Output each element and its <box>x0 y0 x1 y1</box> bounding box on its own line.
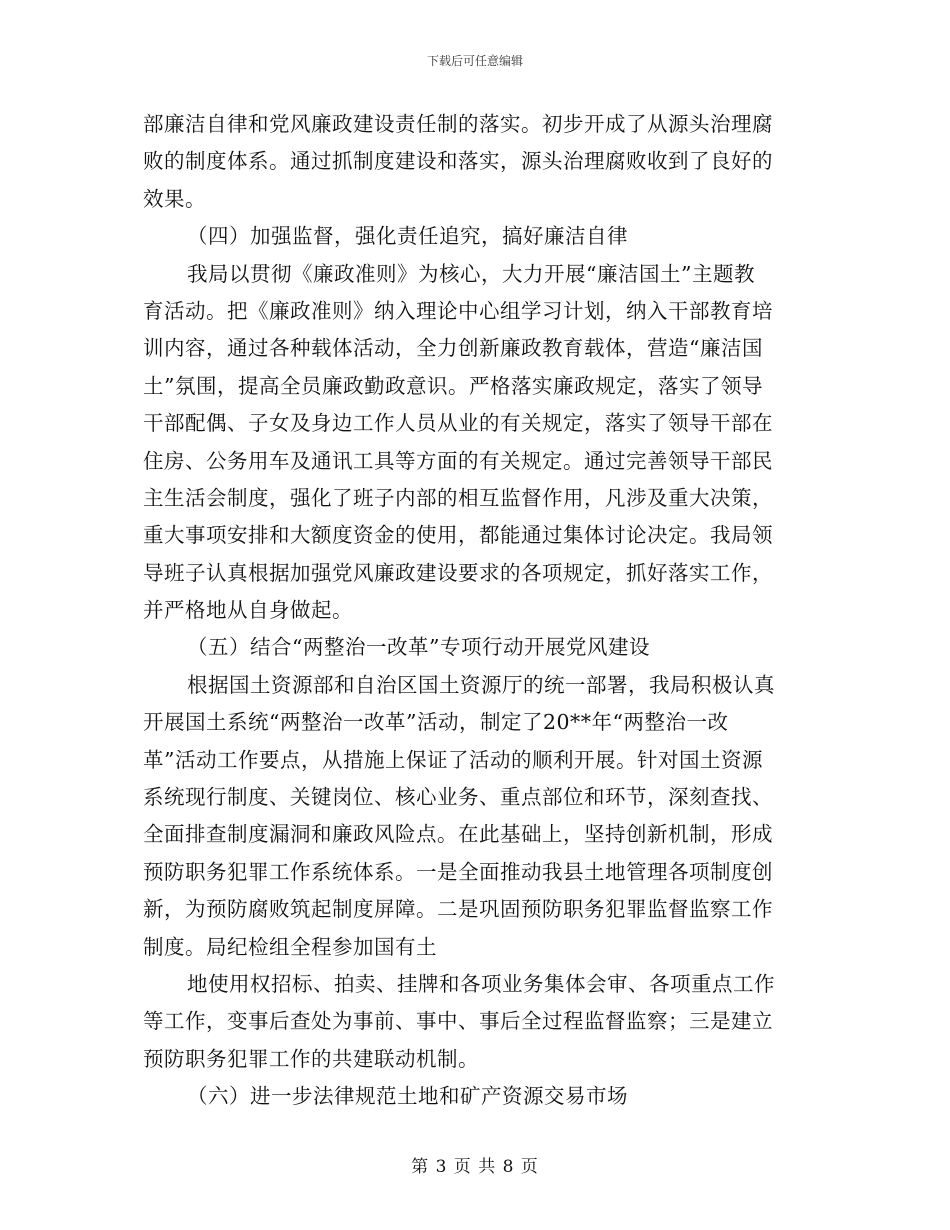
document-body <box>143 106 803 1116</box>
text-line: 全面排查制度漏洞和廉政风险点。在此基础上，坚持创新机制，形成 <box>143 822 773 847</box>
text-line: 地使用权招标、拍卖、挂牌和各项业务集体会审、各项重点工作 <box>187 971 775 996</box>
text-line: 预防职务犯罪工作系统体系。一是全面推动我县土地管理各项制度创 <box>143 859 773 884</box>
text-line: 重大事项安排和大额度资金的使用，都能通过集体讨论决定。我局领 <box>143 523 773 548</box>
text-line: 败的制度体系。通过抓制度建设和落实，源头治理腐败收到了良好的 <box>143 149 773 174</box>
text-line: 并严格地从自身做起。 <box>143 598 353 623</box>
page-header: 下载后可任意编辑 <box>426 54 523 68</box>
text-line: 开展国土系统“两整治一改革”活动，制定了20**年“两整治一改 <box>143 710 729 735</box>
text-line: 育活动。把《廉政准则》纳入理论中心组学习计划，纳入干部教育培 <box>143 298 773 323</box>
text-line: （六）进一步法律规范土地和矿产资源交易市场 <box>187 1084 628 1109</box>
text-line: 训内容，通过各种载体活动，全力创新廉政教育载体，营造“廉洁国 <box>143 336 763 361</box>
text-line: （四）加强监督，强化责任追究，搞好廉洁自律 <box>187 224 628 249</box>
text-line: 等工作，变事后查处为事前、事中、事后全过程监督监察；三是建立 <box>143 1009 773 1034</box>
page-footer: 第 3 页 共 8 页 <box>411 1157 539 1177</box>
text-line: 系统现行制度、关键岗位、核心业务、重点部位和环节，深刻查找、 <box>143 785 773 810</box>
text-line: 革”活动工作要点，从措施上保证了活动的顺利开展。针对国土资源 <box>143 747 763 772</box>
text-line: 效果。 <box>143 186 206 211</box>
text-line: 主生活会制度，强化了班子内部的相互监督作用，凡涉及重大决策， <box>143 485 773 510</box>
text-line: 预防职务犯罪工作的共建联动机制。 <box>143 1046 479 1071</box>
text-line: 部廉洁自律和党风廉政建设责任制的落实。初步开成了从源头治理腐 <box>143 112 773 136</box>
text-line: 导班子认真根据加强党风廉政建设要求的各项规定，抓好落实工作， <box>143 560 773 585</box>
text-line: 土”氛围，提高全员廉政勤政意识。严格落实廉政规定，落实了领导 <box>143 373 763 398</box>
text-line: 新，为预防腐败筑起制度屏障。二是巩固预防职务犯罪监督监察工作 <box>143 897 773 922</box>
text-line: 干部配偶、子女及身边工作人员从业的有关规定，落实了领导干部在 <box>143 411 773 436</box>
text-line: （五）结合“两整治一改革”专项行动开展党风建设 <box>187 635 650 660</box>
text-line: 住房、公务用车及通讯工具等方面的有关规定。通过完善领导干部民 <box>143 448 773 473</box>
text-line: 根据国土资源部和自治区国土资源厅的统一部署，我局积极认真 <box>187 672 775 697</box>
text-line: 制度。局纪检组全程参加国有土 <box>143 934 437 959</box>
text-line: 我局以贯彻《廉政准则》为核心，大力开展“廉洁国土”主题教 <box>187 261 755 286</box>
